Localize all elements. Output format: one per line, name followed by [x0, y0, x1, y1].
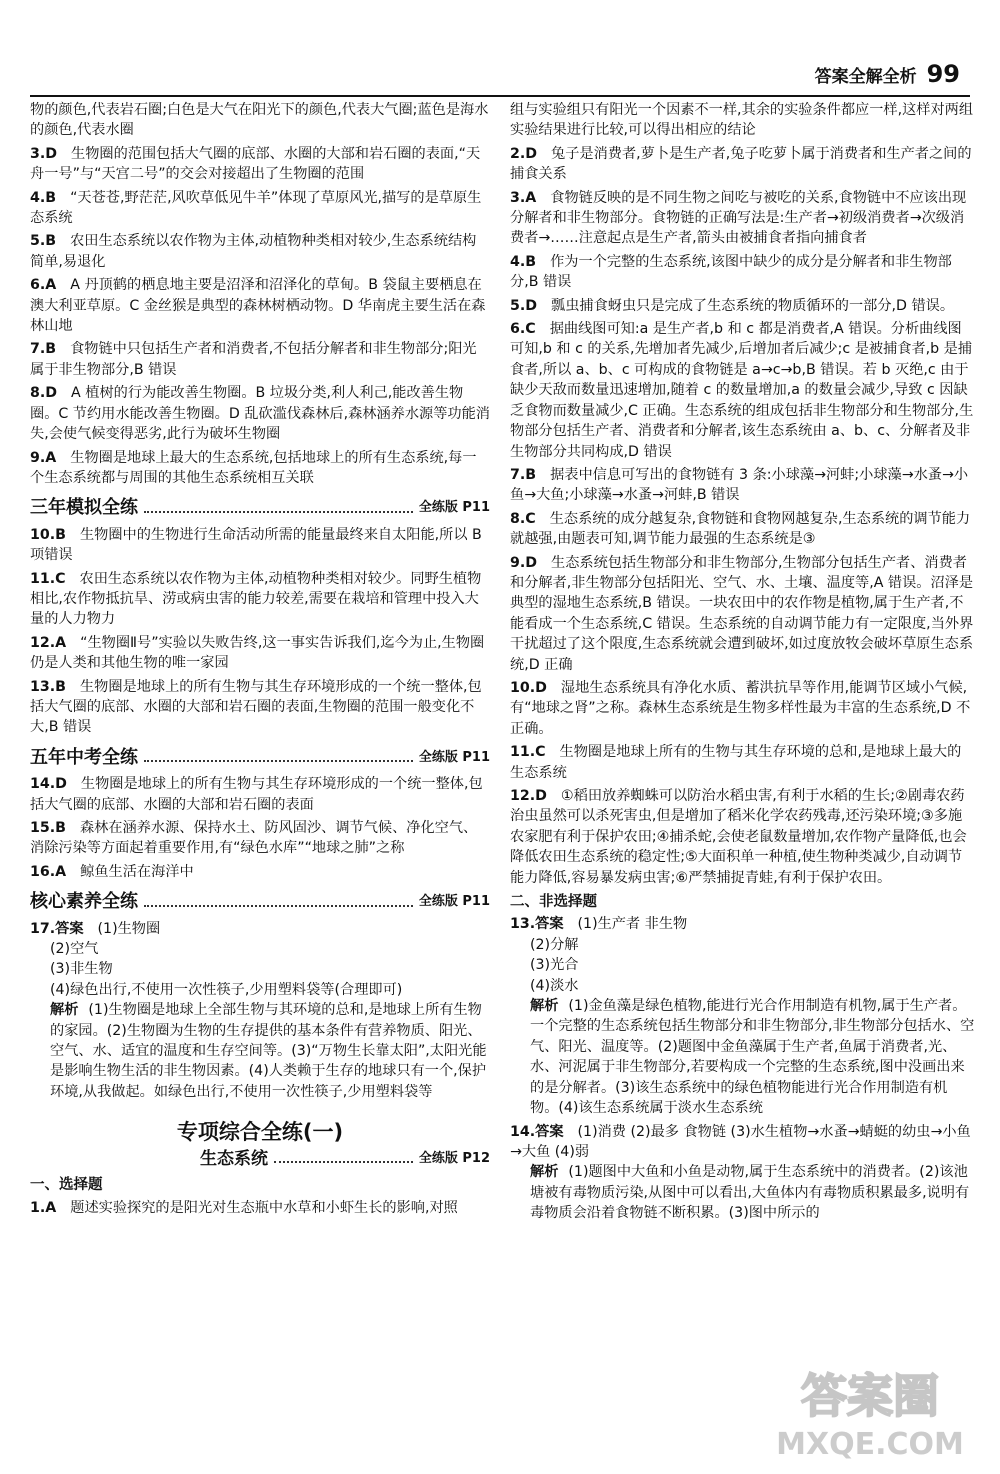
answer-item: 8.C 生态系统的成分越复杂,食物链和食物网越复杂,生态系统的调节能力就越强,由题表可知,调节能力最强的生态系统是③ — [510, 510, 971, 548]
watermark-logo — [750, 1354, 990, 1464]
section-ref: 全练版 P11 — [418, 749, 490, 765]
header-title: 答案全解全析 — [814, 67, 917, 87]
answer-item: 8.D A 植树的行为能改善生物圈。B 垃圾分类,利人利己,能改善生物圈。C 节约用水能改善生物圈。D 乱砍滥伐森林后,森林涵养水源等功能消失,会使气候变得恶劣,此行为破坏生物圈 — [30, 385, 490, 443]
analysis-text: (1)生物圈是地球上全部生物与其环境的总和,是地球上所有生物的家园。(2)生物圈为生物的生存提供的基本条件有营养物质、阳光、空气、水、适宜的温度和生存空间等。(3)“万物生长靠太阳”,太阳光能是影响生物生活的非生物因素。(4)人类赖于生存的地球只有一个,保护环境,从我做起。如绿色出行,不使用一次性筷子,少用塑料袋等 — [50, 1002, 487, 1100]
section-header-three-year — [30, 498, 490, 518]
dotted-leader — [144, 511, 413, 513]
section-ref: 全练版 P11 — [418, 894, 490, 910]
dotted-leader — [274, 1161, 413, 1163]
section-title: 五年中考全练 — [30, 746, 138, 768]
answer-item: 2.D 兔子是消费者,萝卜是生产者,兔子吃萝卜属于消费者和生产者之间的捕食关系 — [510, 145, 972, 183]
right-column — [510, 100, 975, 1227]
answer-item: 14.D 生物圈是地球上的所有生物与其生存环境形成的一个统一整体,包括大气圈的底部、水圈的大部和岩石圈的表面 — [30, 776, 483, 813]
answer-item: 16.A 鲸鱼生活在海洋中 — [30, 863, 194, 880]
analysis-label: 解析 — [50, 1002, 79, 1019]
answer-item: 10.B 生物圈中的生物进行生命活动所需的能量最终来自太阳能,所以 B 项错误 — [30, 526, 482, 564]
answer-item: 6.A A 丹顶鹤的栖息地主要是沼泽和沼泽化的草甸。B 袋鼠主要栖息在澳大利亚草原。C 金丝猴是典型的森林树栖动物。D 华南虎主要生活在森林山地 — [30, 277, 486, 335]
answer-item: 4.B “天苍苍,野茫茫,风吹草低见牛羊”体现了草原风光,描写的是草原生态系统 — [30, 189, 482, 227]
answer-item: 7.B 食物链中只包括生产者和消费者,不包括分解者和非生物部分;阳光属于非生物部分,B 错误 — [30, 341, 477, 378]
section-header-core-literacy — [30, 892, 490, 912]
continued-text: 组与实验组只有阳光一个因素不一样,其余的实验条件都应一样,这样对两组实验结果进行比较,可以得出相应的结论 — [510, 102, 974, 139]
section-header-five-year — [30, 748, 490, 768]
question-type-heading: 一、选择题 — [30, 1177, 103, 1194]
answer-item: 9.D 生态系统包括生物部分和非生物部分,生物部分包括生产者、消费者和分解者,非生物部分包括阳光、空气、水、土壤、温度等,A 错误。沼泽是典型的湿地生态系统,B 错误。一块农田中的农作物是植物,属于生产者,不能看成一个生态系统,C 错误。生态系统的自动调节能力有一定限度,当外界干扰超过了这个限度,生态系统就会遭到破坏,如过度放牧会破坏草原生态系统,D 正确 — [510, 554, 974, 673]
continued-text: 物的颜色,代表岩石圈;白色是大气在阳光下的颜色,代表大气圈;蓝色是海水的颜色,代表水圈 — [30, 102, 489, 139]
subsection-ref: 全练版 P12 — [418, 1150, 490, 1166]
page-number: 99 — [926, 60, 960, 88]
section-title: 核心素养全练 — [30, 891, 138, 913]
dotted-leader — [144, 760, 413, 762]
answer-item: 13.B 生物圈是地球上的所有生物与其生存环境形成的一个统一整体,包括大气圈的底部、水圈的大部和岩石圈的表面,生物圈的范围一般变化不大,B 错误 — [30, 678, 482, 736]
subsection-header — [200, 1149, 490, 1169]
svg-text:答案圈: 答案圈 — [801, 1369, 939, 1423]
analysis-label: 解析 — [530, 1164, 559, 1181]
left-column — [30, 100, 490, 1221]
answer-item: 1.A 题述实验探究的是阳光对生态瓶中水草和小虾生长的影响,对照 — [30, 1199, 458, 1216]
answer-item: 4.B 作为一个完整的生态系统,该图中缺少的成分是分解者和非生物部分,B 错误 — [510, 253, 952, 291]
analysis-label: 解析 — [530, 998, 559, 1015]
dotted-leader — [144, 905, 413, 907]
answer-item: 5.B 农田生态系统以农作物为主体,动植物种类相对较少,生态系统结构简单,易退化 — [30, 233, 477, 270]
svg-text:MXQE.COM: MXQE.COM — [776, 1427, 964, 1462]
answer-item: 3.A 食物链反映的是不同生物之间吃与被吃的关系,食物链中不应该出现分解者和非生物部分。食物链的正确写法是:生产者→初级消费者→次级消费者→……注意起点是生产者,箭头由被捕食者指向捕食者 — [510, 189, 967, 247]
subsection-title: 生态系统 — [200, 1148, 268, 1169]
answer-item: 11.C 生物圈是地球上所有的生物与其生存环境的总和,是地球上最大的生态系统 — [510, 744, 962, 781]
answer-item: 10.D 湿地生态系统具有净化水质、蓄洪抗旱等作用,能调节区域小气候,有“地球之肾”之称。森林生态系统是生物多样性最为丰富的生态系统,D 不正确。 — [510, 679, 971, 737]
answer-item-14: 14.答案 (1)消费 (2)最多 食物链 (3)水生植物→水蚤→蜻蜓的幼虫→小鱼→大鱼 (4)弱 解析 (1)题图中大鱼和小鱼是动物,属于生态系统中的消费者。(2)该池塘被有毒物质污染,从图中可以看出,大鱼体内有毒物质积累最多,说明有毒物质会沿着食物链不断积累。(3)图中所示的 — [510, 1123, 971, 1222]
analysis-text: (1)金鱼藻是绿色植物,能进行光合作用制造有机物,属于生产者。一个完整的生态系统包括生物部分和非生物部分,非生物部分包括水、空气、阳光、温度等。(2)题图中金鱼藻属于生产者,鱼属于消费者,光、水、河泥属于非生物部分,若要构成一个完整的生态系统,图中没画出来的是分解者。(3)该生态系统中的绿色植物能进行光合作用制造有机物。(4)该生态系统属于淡水生态系统 — [530, 998, 975, 1117]
answer-item-13: 13.答案 (1)生产者 非生物 (2)分解 (3)光合 (4)淡水 解析 (1)金鱼藻是绿色植物,能进行光合作用制造有机物,属于生产者。一个完整的生态系统包括生物部分和非生物部分,非生物部分包括水、空气、阳光、温度等。(2)题图中金鱼藻属于生产者,鱼属于消费者,光、水、河泥属于非生物部分,若要构成一个完整的生态系统,图中没画出来的是分解者。(3)该生态系统中的绿色植物能进行光合作用制造有机物。(4)该生态系统属于淡水生态系统 — [510, 916, 975, 1117]
answer-item: 15.B 森林在涵养水源、保持水土、防风固沙、调节气候、净化空气、消除污染等方面起着重要作用,有“绿色水库”“地球之肺”之称 — [30, 820, 478, 857]
answer-item: 5.D 瓢虫捕食蚜虫只是完成了生态系统的物质循环的一部分,D 错误。 — [510, 297, 955, 314]
answer-item: 3.D 生物圈的范围包括大气圈的底部、水圈的大部和岩石圈的表面,“天舟一号”与“天宫二号”的交会对接超出了生物圈的范围 — [30, 145, 481, 183]
answer-item: 6.C 据曲线图可知:a 是生产者,b 和 c 都是消费者,A 错误。分析曲线图可知,b 和 c 的关系,先增加者先减少,后增加者后减少;c 是被捕食者,b 是捕食者,所以 a、b、c 可构成的食物链是 a→c→b,B 错误。若 b 灭绝,c 由于缺少天敌而数量迅速增加,随着 c 的数量增加,a 的数量会减少,导致 c 因缺乏食物而数量减少,C 正确。生态系统的组成包括非生物部分和生物部分,生物部分包括生产者、消费者和分解者,该生态系统由 a、b、c、分解者及非生物部分共同构成,D 错误 — [510, 321, 974, 460]
answer-item: 9.A 生物圈是地球上最大的生态系统,包括地球上的所有生态系统,每一个生态系统都与周围的其他生态系统相互关联 — [30, 449, 477, 486]
page-header — [815, 60, 960, 88]
answer-item: 7.B 据表中信息可写出的食物链有 3 条:小球藻→河蚌;小球藻→水蚤→小鱼→大鱼;小球藻→水蚤→河蚌,B 错误 — [510, 466, 969, 504]
analysis-text: (1)题图中大鱼和小鱼是动物,属于生态系统中的消费者。(2)该池塘被有毒物质污染,从图中可以看出,大鱼体内有毒物质积累最多,说明有毒物质会沿着食物链不断积累。(3)图中所示的 — [530, 1164, 970, 1222]
section-title: 三年模拟全练 — [30, 497, 138, 519]
answer-item: 12.D ①稻田放养蜘蛛可以防治水稻虫害,有利于水稻的生长;②剧毒农药治虫虽然可以杀死害虫,但是增加了稻米化学农药残毒,还污染环境;③多施农家肥有利于保护农田;④捕杀蛇,会使老鼠数量增加,农作物产量降低,也会降低农田生态系统的稳定性;⑤大面积单一种植,使生物种类减少,自动调节能力降低,容易暴发病虫害;⑥严禁捕捉青蛙,有利于保护农田。 — [510, 788, 967, 886]
answer-item-17: 17.答案 (1)生物圈 (2)空气 (3)非生物 (4)绿色出行,不使用一次性筷子,少用塑料袋等(合理即可) 解析 (1)生物圈是地球上全部生物与其环境的总和,是地球上所有生物的家园。(2)生物圈为生物的生存提供的基本条件有营养物质、阳光、空气、水、适宜的温度和生存空间等。(3)“万物生长靠太阳”,太阳光能是影响生物生活的非生物因素。(4)人类赖于生存的地球只有一个,保护环境,从我做起。如绿色出行,不使用一次性筷子,少用塑料袋等 — [30, 920, 487, 1100]
section-ref: 全练版 P11 — [418, 500, 490, 516]
answer-item: 11.C 农田生态系统以农作物为主体,动植物种类相对较少。同野生植物相比,农作物抵抗旱、涝或病虫害的能力较差,需要在栽培和管理中投入大量的人力物力 — [30, 570, 482, 628]
special-exercise-title: 专项综合全练(一) — [176, 1120, 344, 1145]
answer-item: 12.A “生物圈Ⅱ号”实验以失败告终,这一事实告诉我们,迄今为止,生物圈仍是人类和其他生物的唯一家园 — [30, 634, 485, 672]
question-type-heading: 二、非选择题 — [510, 894, 597, 911]
header-divider — [30, 95, 970, 97]
